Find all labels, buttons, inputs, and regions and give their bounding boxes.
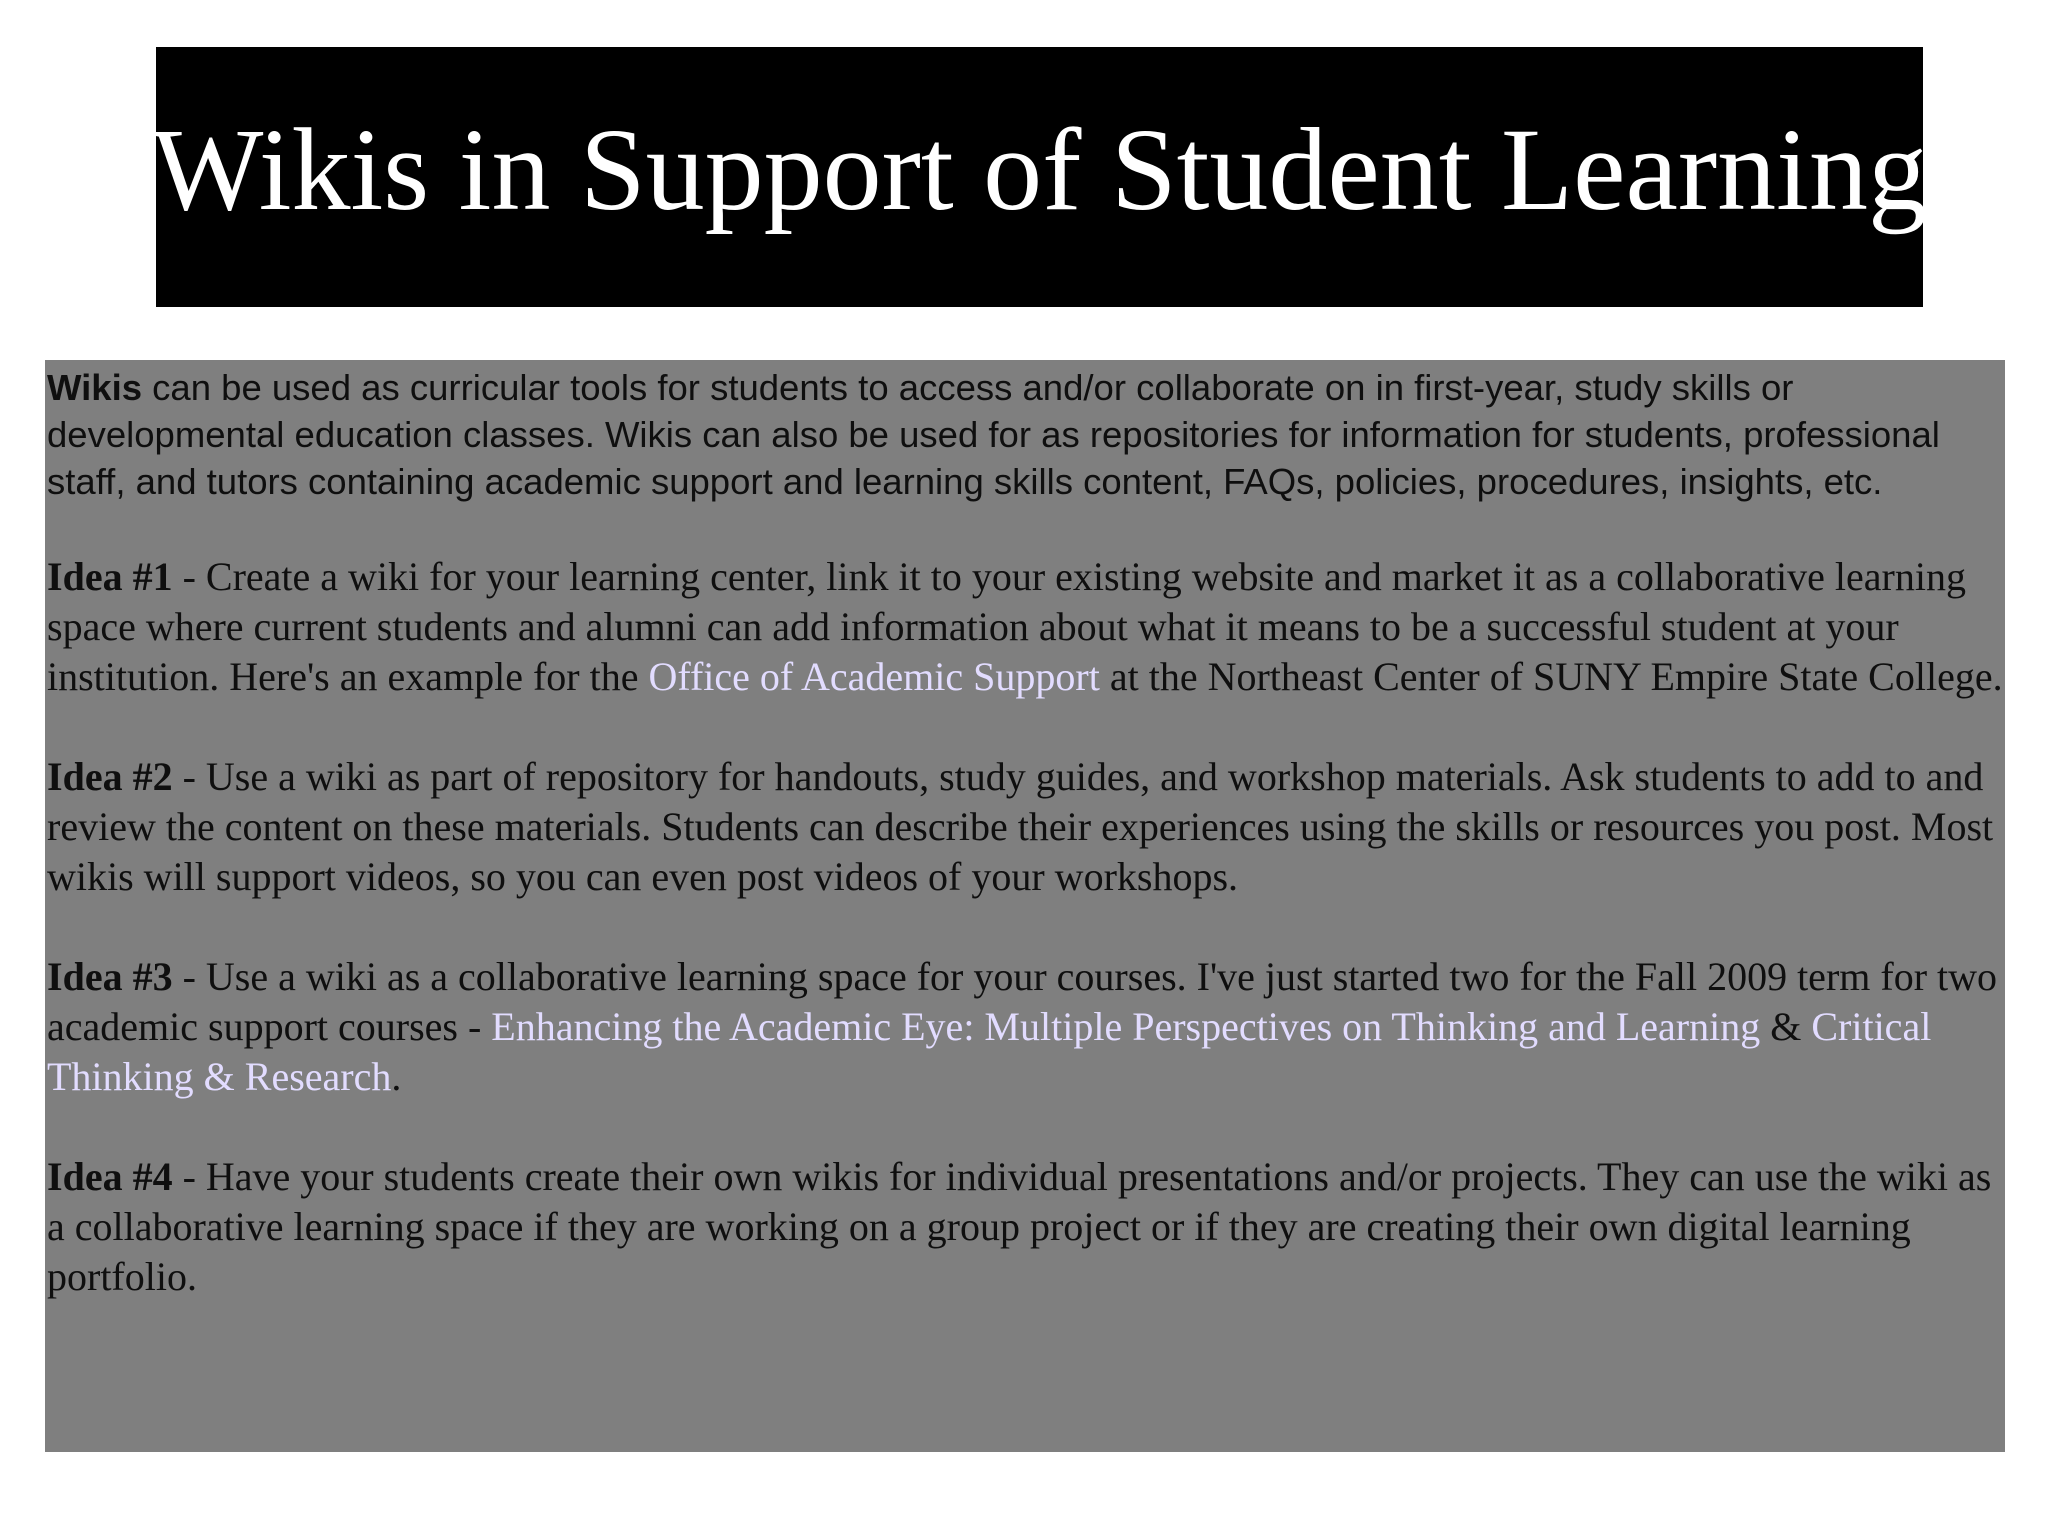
intro-text: can be used as curricular tools for students to access and/or collaborate on in first-year, study skills or developmental education classes. Wikis can also be used for as repositories for information for students, professional staff, and tutors containing academic support and learning skills content, FAQs, policies, procedures, insights, etc. [47,367,1940,502]
idea-4-label: Idea #4 [47,1154,173,1199]
intro-bold-term: Wikis [47,367,143,408]
page-title: Wikis in Support of Student Learning [152,104,1927,235]
idea-3-text-after: . [391,1054,402,1099]
idea-3-label: Idea #3 [47,954,173,999]
enhancing-academic-eye-link[interactable]: Enhancing the Academic Eye: Multiple Perspectives on Thinking and Learning [491,1004,1761,1049]
idea-2-text: - Use a wiki as part of repository for handouts, study guides, and workshop materials. Ask students to add to and review the content on these materials. Students can describe their experiences using the skills or resources you post. Most wikis will support videos, so you can even post videos of your workshops. [47,754,1994,899]
office-of-academic-support-link[interactable]: Office of Academic Support [648,654,1100,699]
idea-4 [47,1152,2005,1302]
intro-paragraph [47,364,2005,505]
idea-3 [47,952,2005,1102]
idea-1-text-after: at the Northeast Center of SUNY Empire State College. [1099,654,2003,699]
content-panel [45,360,2005,1452]
idea-3-text-middle: & [1760,1004,1812,1049]
idea-1 [47,552,2005,702]
idea-3-text-before: - Use a wiki as a collaborative learning space for your courses. I've just started two for the Fall 2009 term for two academic support courses - [47,954,1998,1049]
idea-4-text: - Have your students create their own wikis for individual presentations and/or projects. They can use the wiki as a collaborative learning space if they are working on a group project or if they are creating their own digital learning portfolio. [47,1154,1992,1299]
title-banner [152,47,1927,307]
idea-2-label: Idea #2 [47,754,173,799]
critical-thinking-research-link[interactable]: Critical Thinking & Research [47,1004,1932,1099]
idea-2 [47,752,2005,902]
idea-1-text-before: - Create a wiki for your learning center, link it to your existing website and market it as a collaborative learning space where current students and alumni can add information about what it means to be a successful student at your institution. Here's an example for the [47,554,1966,699]
idea-1-label: Idea #1 [47,554,173,599]
